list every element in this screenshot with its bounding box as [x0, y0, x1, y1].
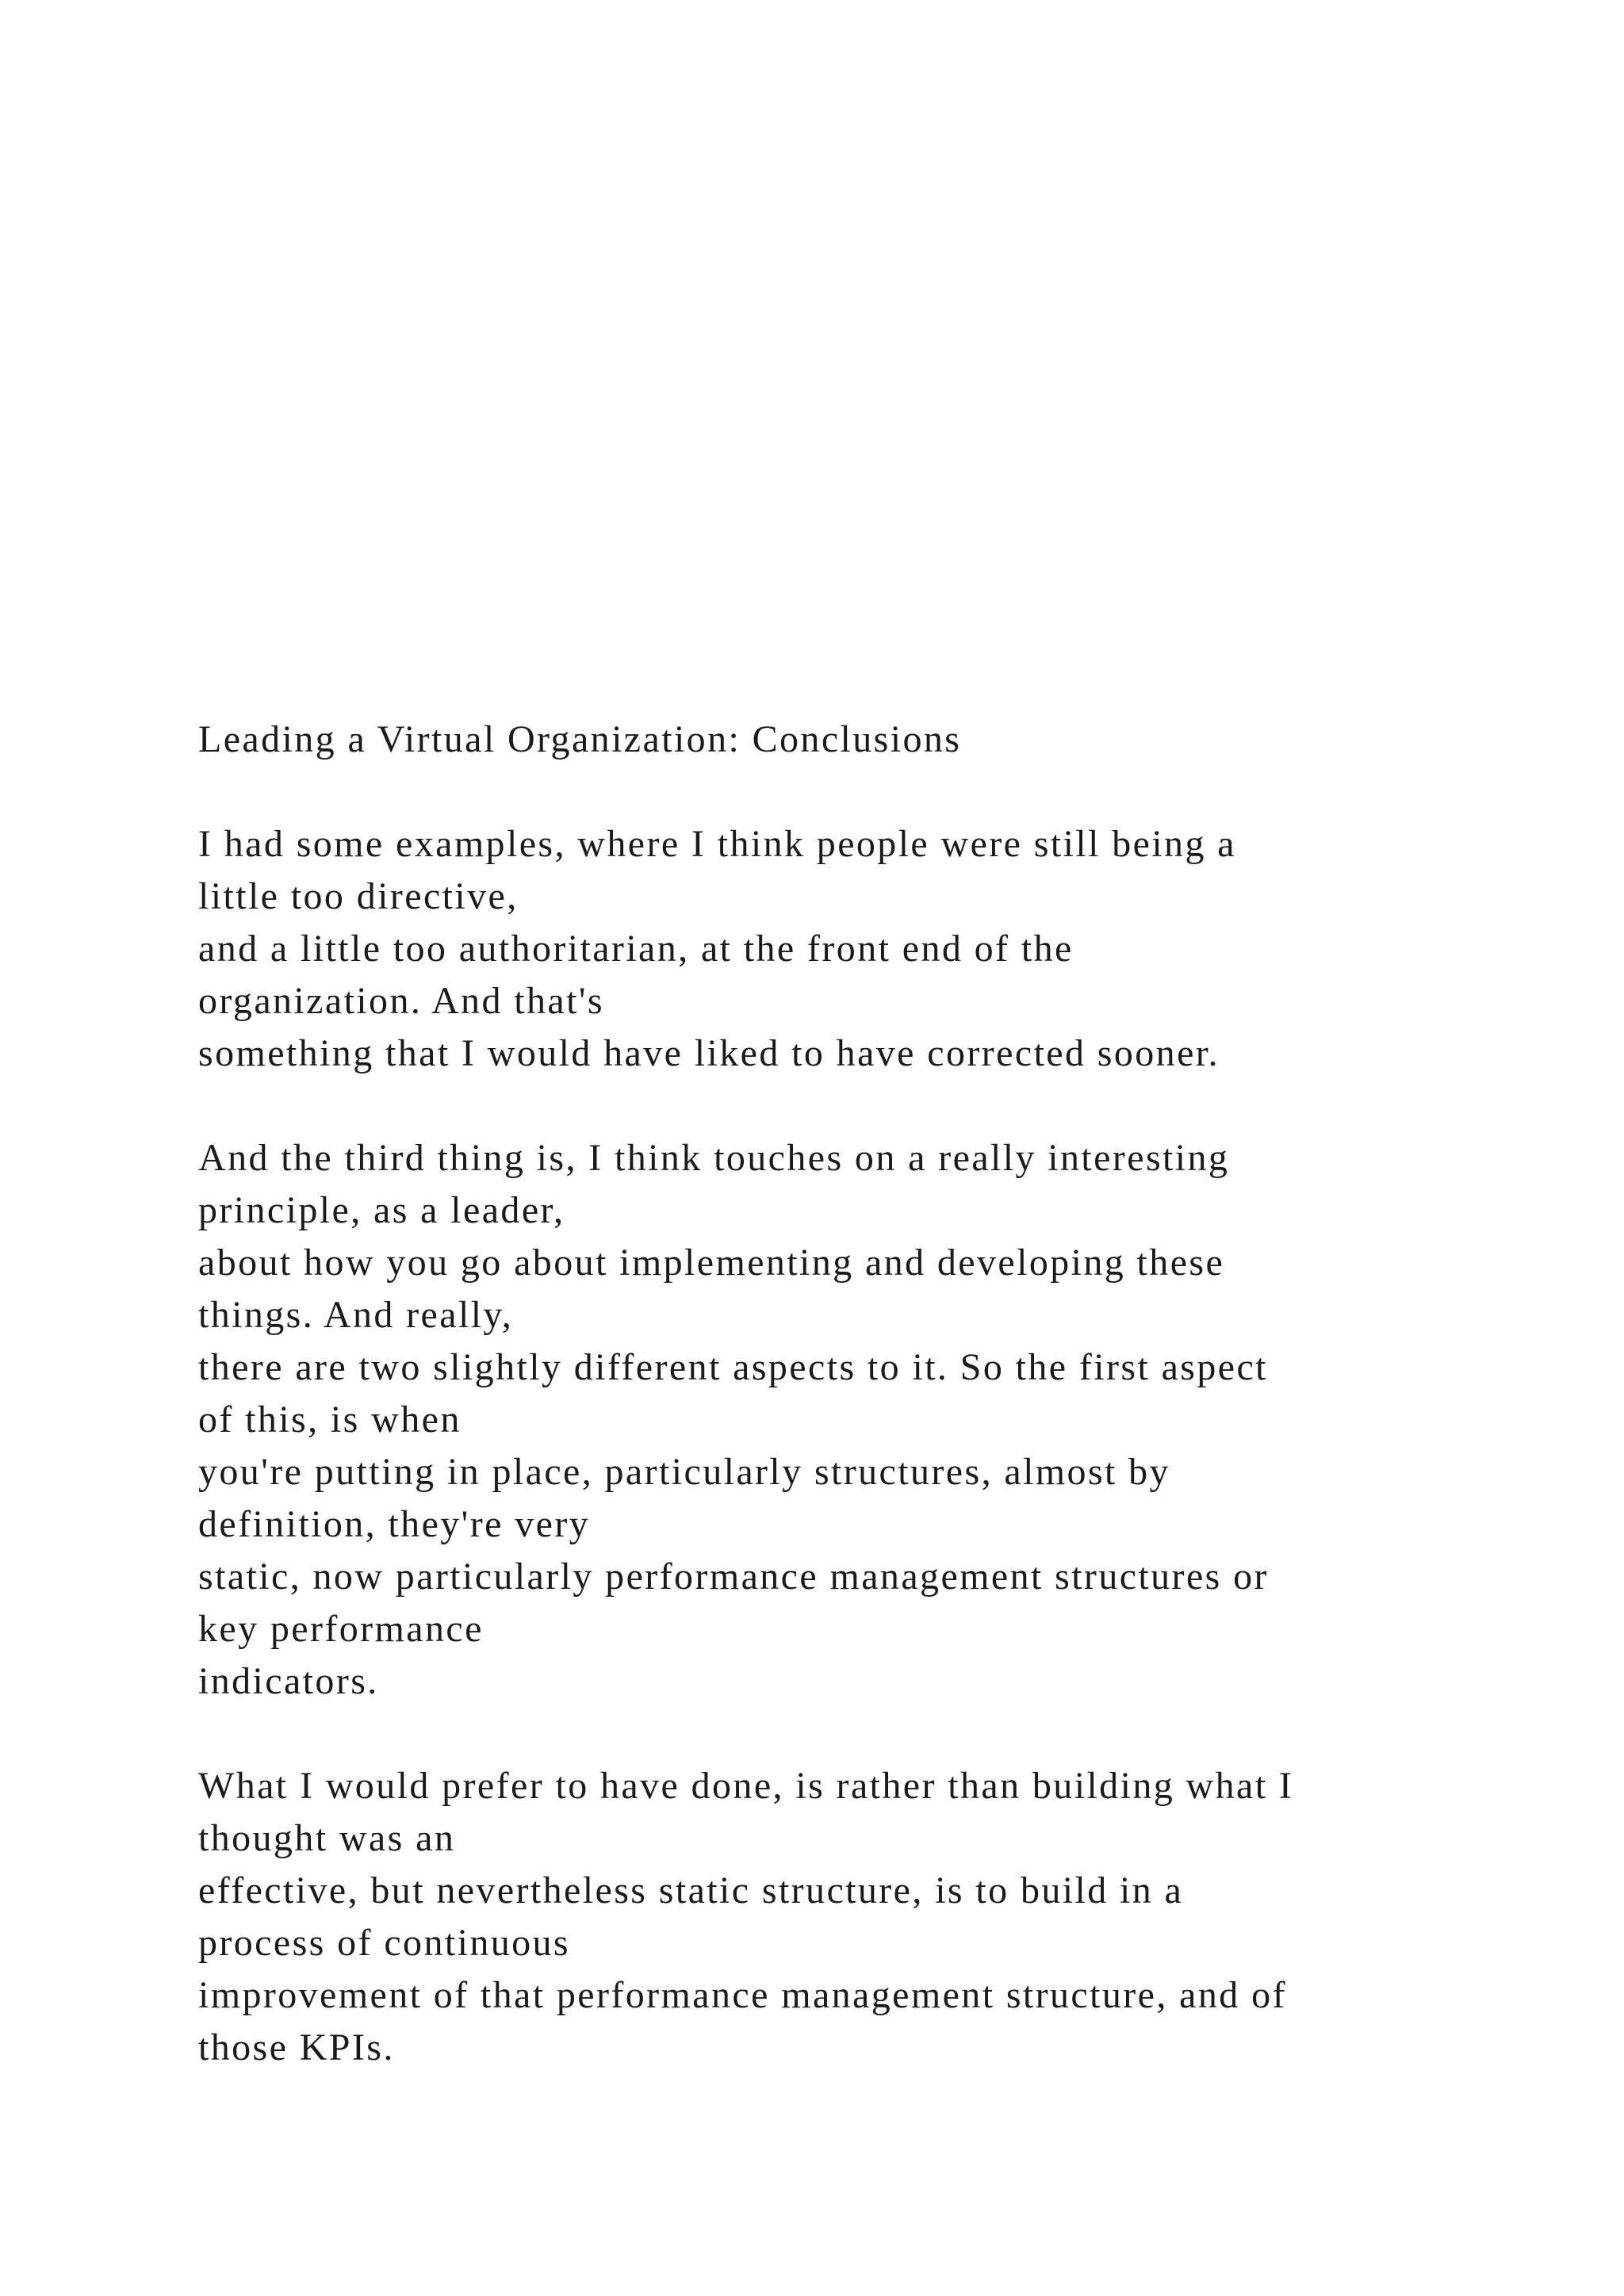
text-line: you're putting in place, particularly structures, almost by	[198, 1451, 1170, 1493]
text-line: there are two slightly different aspects to it. So the first aspect	[198, 1346, 1268, 1388]
paragraph-spacer	[198, 1080, 1507, 1132]
text-line: about how you go about implementing and developing these	[198, 1242, 1225, 1284]
text-line: What I would prefer to have done, is rather than building what I	[198, 1765, 1294, 1807]
text-line: definition, they're very	[198, 1503, 591, 1545]
text-line: and a little too authoritarian, at the front end of the	[198, 928, 1074, 970]
document-title: Leading a Virtual Organization: Conclusions	[198, 718, 962, 760]
text-line: organization. And that's	[198, 980, 604, 1022]
document-body	[198, 714, 1507, 2074]
text-line: thought was an	[198, 1817, 456, 1859]
text-line: something that I would have liked to have corrected sooner.	[198, 1032, 1220, 1074]
paragraph-spacer	[198, 766, 1507, 818]
text-line: improvement of that performance management structure, and of	[198, 1974, 1287, 2016]
paragraph-2	[198, 1132, 1507, 1708]
text-line: And the third thing is, I think touches on a really interesting	[198, 1137, 1230, 1179]
paragraph-1	[198, 818, 1507, 1080]
text-line: I had some examples, where I think people were still being a	[198, 823, 1236, 865]
text-line: things. And really,	[198, 1294, 514, 1336]
text-line: indicators.	[198, 1660, 379, 1702]
text-line: static, now particularly performance management structures or	[198, 1556, 1269, 1598]
text-line: little too directive,	[198, 875, 519, 917]
paragraph-3	[198, 1760, 1507, 2074]
text-line: principle, as a leader,	[198, 1189, 565, 1231]
text-line: effective, but nevertheless static structure, is to build in a	[198, 1869, 1184, 1911]
text-line: those KPIs.	[198, 2026, 395, 2068]
text-line: key performance	[198, 1608, 484, 1650]
text-line: process of continuous	[198, 1922, 570, 1964]
paragraph-spacer	[198, 1708, 1507, 1760]
text-line: of this, is when	[198, 1399, 462, 1441]
